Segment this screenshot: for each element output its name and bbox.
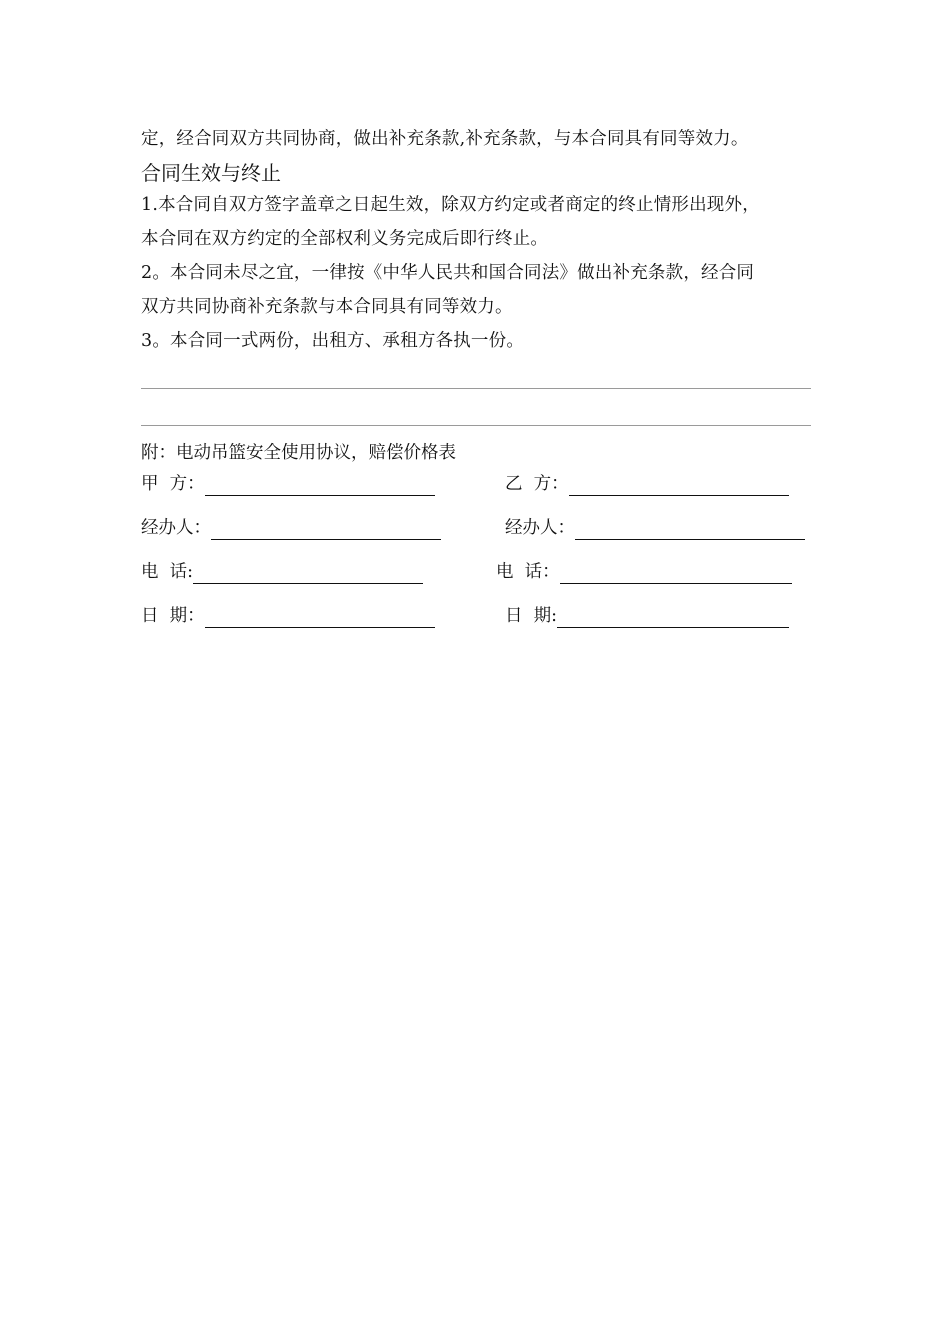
date-a-label: 日 期： [141,606,205,626]
handler-a-label: 经办人： [141,518,211,538]
party-b-blank[interactable] [569,475,789,496]
party-a-field[interactable] [141,472,435,496]
date-b-blank[interactable] [557,607,789,628]
clause-3: 3。本合同一式两份，出租方、承租方各执一份。 [141,331,525,351]
phone-a-blank[interactable] [193,563,423,584]
handler-b-label: 经办人： [505,518,575,538]
party-b-label: 乙 方： [505,474,569,494]
party-b-field[interactable] [505,472,789,496]
handler-a-field[interactable] [141,516,441,540]
date-a-field[interactable] [141,604,435,628]
clause-1-line-1: 1.本合同自双方签字盖章之日起生效，除双方约定或者商定的终止情形出现外， [141,195,760,215]
divider-line [141,388,811,389]
handler-b-field[interactable] [505,516,805,540]
date-a-blank[interactable] [205,607,435,628]
section-heading: 合同生效与终止 [141,161,281,185]
clause-1-line-2: 本合同在双方约定的全部权利义务完成后即行终止。 [141,229,549,249]
date-b-field[interactable] [505,604,789,628]
phone-b-blank[interactable] [560,563,792,584]
divider-line [141,425,811,426]
phone-a-label: 电 话: [141,562,194,582]
appendix-note: 附：电动吊篮安全使用协议，赔偿价格表 [141,443,456,463]
contract-body [141,122,811,662]
signature-block [141,472,811,662]
phone-b-label: 电 话： [496,562,560,582]
party-a-label: 甲 方： [141,474,205,494]
handler-a-blank[interactable] [211,519,441,540]
date-b-label: 日 期: [505,606,558,626]
clause-2-line-2: 双方共同协商补充条款与本合同具有同等效力。 [141,297,513,317]
phone-a-field[interactable] [141,560,423,584]
party-a-blank[interactable] [205,475,435,496]
clause-2-line-1: 2。本合同未尽之宜，一律按《中华人民共和国合同法》做出补充条款，经合同 [141,263,755,283]
continuation-text: 定，经合同双方共同协商，做出补充条款,补充条款，与本合同具有同等效力。 [141,129,749,149]
handler-b-blank[interactable] [575,519,805,540]
phone-b-field[interactable] [496,560,792,584]
